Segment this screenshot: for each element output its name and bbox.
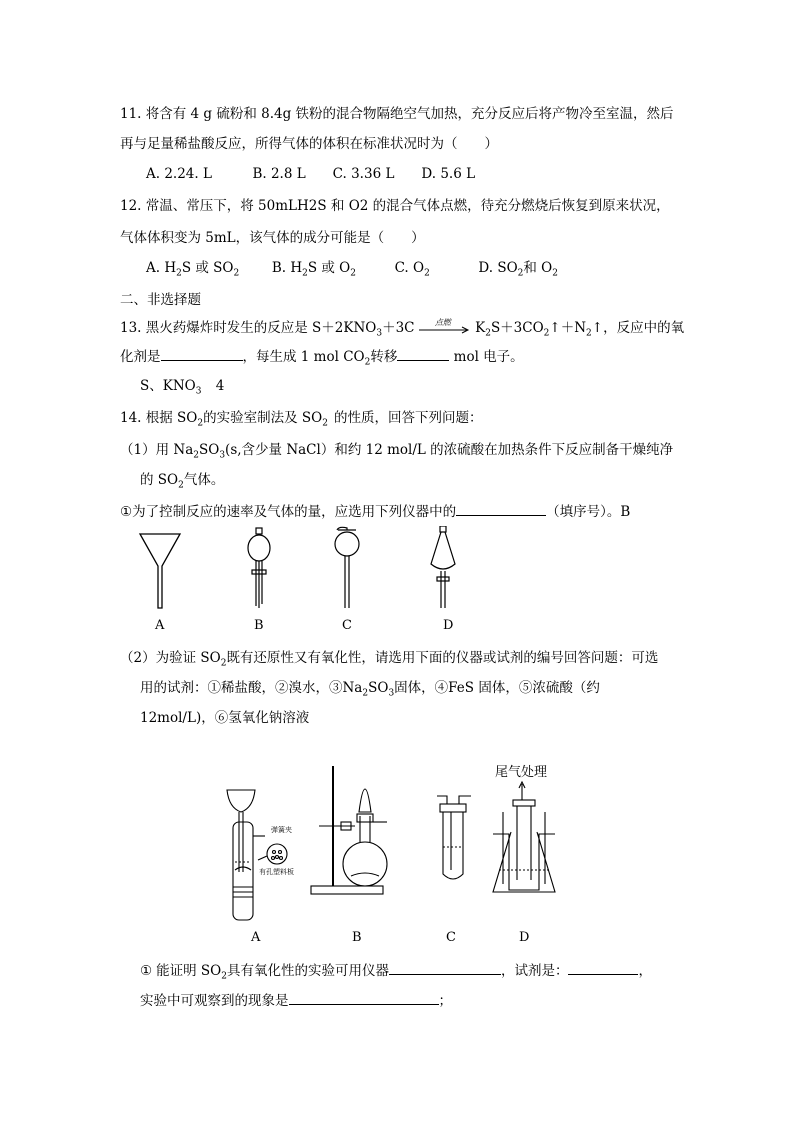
fig2-label-b: B bbox=[352, 930, 362, 945]
apparatus-a-icon bbox=[227, 790, 287, 920]
answer-blank-reagent[interactable] bbox=[568, 960, 638, 975]
q14-part2-q1-line2: 实验中可观察到的现象是 ； bbox=[140, 990, 452, 1011]
apparatus-figure-2 bbox=[215, 752, 575, 922]
q12-opt-b: B. $H_2S$ 或 $O_2$ bbox=[271, 260, 356, 279]
q12-line1: 12. 常温、常压下，将 50mLH2S 和 O2 的混合气体点燃，待充分燃烧后恢复到原来状况， bbox=[120, 198, 670, 214]
q12-options bbox=[146, 258, 558, 284]
instrument-figure-1 bbox=[135, 526, 495, 616]
q14-title: 14. 根据 $SO_2$的实验室制法及 $SO_2$ 的性质，回答下列问题： bbox=[120, 410, 483, 429]
fig1-label-d: D bbox=[443, 618, 454, 633]
fig2-label-c: C bbox=[446, 930, 456, 945]
q14-part2-line1: （2）为验证 $SO_2$既有还原性又有氧化性，请选用下面的仪器或试剂的编号回答问题：可选 bbox=[120, 650, 659, 669]
q13-line2: 化剂是 ，每生成 1 mol $CO_2$转移 mol 电子。 bbox=[120, 346, 524, 373]
q14-part1-line2: 的 $SO_2$气体。 bbox=[140, 472, 225, 491]
answer-blank-phenomenon[interactable] bbox=[289, 990, 439, 1005]
fig2-label-d: D bbox=[519, 930, 530, 945]
q14-part2-line2: 用的试剂：①稀盐酸，②溴水，$③Na_2SO_3$固体，④FeS 固体，⑤浓硫酸（约 bbox=[140, 680, 600, 699]
fig1-label-c: C bbox=[342, 618, 352, 633]
q12-opt-a: A. $H_2S$ 或 $SO_2$ bbox=[146, 260, 240, 279]
q14-part1-question: ①为了控制反应的速率及气体的量，应选用下列仪器中的 （填序号）。B bbox=[120, 501, 630, 522]
fig1-label-a: A bbox=[155, 618, 165, 633]
answer-blank-apparatus[interactable] bbox=[389, 960, 501, 975]
apparatus-d-icon bbox=[493, 782, 555, 892]
section-heading: 二、非选择题 bbox=[120, 292, 201, 308]
reaction-arrow: 点燃 bbox=[419, 322, 471, 336]
q14-part2-line3: 12mol/L)，⑥氢氧化钠溶液 bbox=[140, 710, 310, 726]
answer-blank-electrons[interactable] bbox=[397, 346, 449, 361]
separatory-funnel-d-icon bbox=[431, 526, 455, 608]
q13-line1: 13. 黑火药爆炸时发生的反应是 $S+2KNO_3+3C$ 点燃 $K_2S+3CO_2↑+N_2↑$，反应中的氧 bbox=[120, 317, 685, 339]
funnel-a-icon bbox=[140, 534, 180, 608]
fig1-label-b: B bbox=[254, 618, 264, 633]
separatory-funnel-b-icon bbox=[248, 528, 270, 608]
apparatus-c-icon bbox=[437, 796, 471, 879]
tail-gas-label: 尾气处理 bbox=[495, 765, 548, 780]
q11-options: A. 2.24. L B. 2.8 L C. 3.36 L D. 5.6 L bbox=[146, 166, 476, 182]
long-neck-funnel-c-icon bbox=[335, 527, 359, 608]
q12-opt-c: C. $O_2$ bbox=[394, 260, 430, 279]
apparatus-b-icon bbox=[311, 766, 387, 894]
q12-opt-d: D. $SO_2$和 $O_2$ bbox=[478, 260, 558, 279]
q13-answer: S、$KNO_3$ 4 bbox=[140, 378, 225, 397]
answer-blank-oxidizer[interactable] bbox=[161, 346, 243, 361]
porous-plate-label: 有孔塑料板 bbox=[259, 868, 294, 876]
q14-part1-line1: （1）用 $Na_2SO_3(s$,含少量 NaCl）和约 12 mol/L 的浓硫酸在加热条件下反应制备干燥纯净 bbox=[120, 442, 674, 461]
q12-line2: 气体体积变为 5mL，该气体的成分可能是（ ） bbox=[120, 230, 425, 246]
answer-blank-instrument[interactable] bbox=[456, 501, 546, 516]
q14-part2-q1-line1: ① 能证明 $SO_2$具有氧化性的实验可用仪器 ，试剂是： ， bbox=[140, 960, 652, 987]
spring-clip-label: 弹簧夹 bbox=[271, 826, 292, 834]
q11-line2: 再与足量稀盐酸反应，所得气体的体积在标准状况时为（ ） bbox=[120, 136, 498, 152]
fig2-label-a: A bbox=[251, 930, 261, 945]
q11-line1: 11. 将含有 4 g 硫粉和 8.4g 铁粉的混合物隔绝空气加热，充分反应后将产物冷至室温，然后 bbox=[120, 106, 674, 122]
